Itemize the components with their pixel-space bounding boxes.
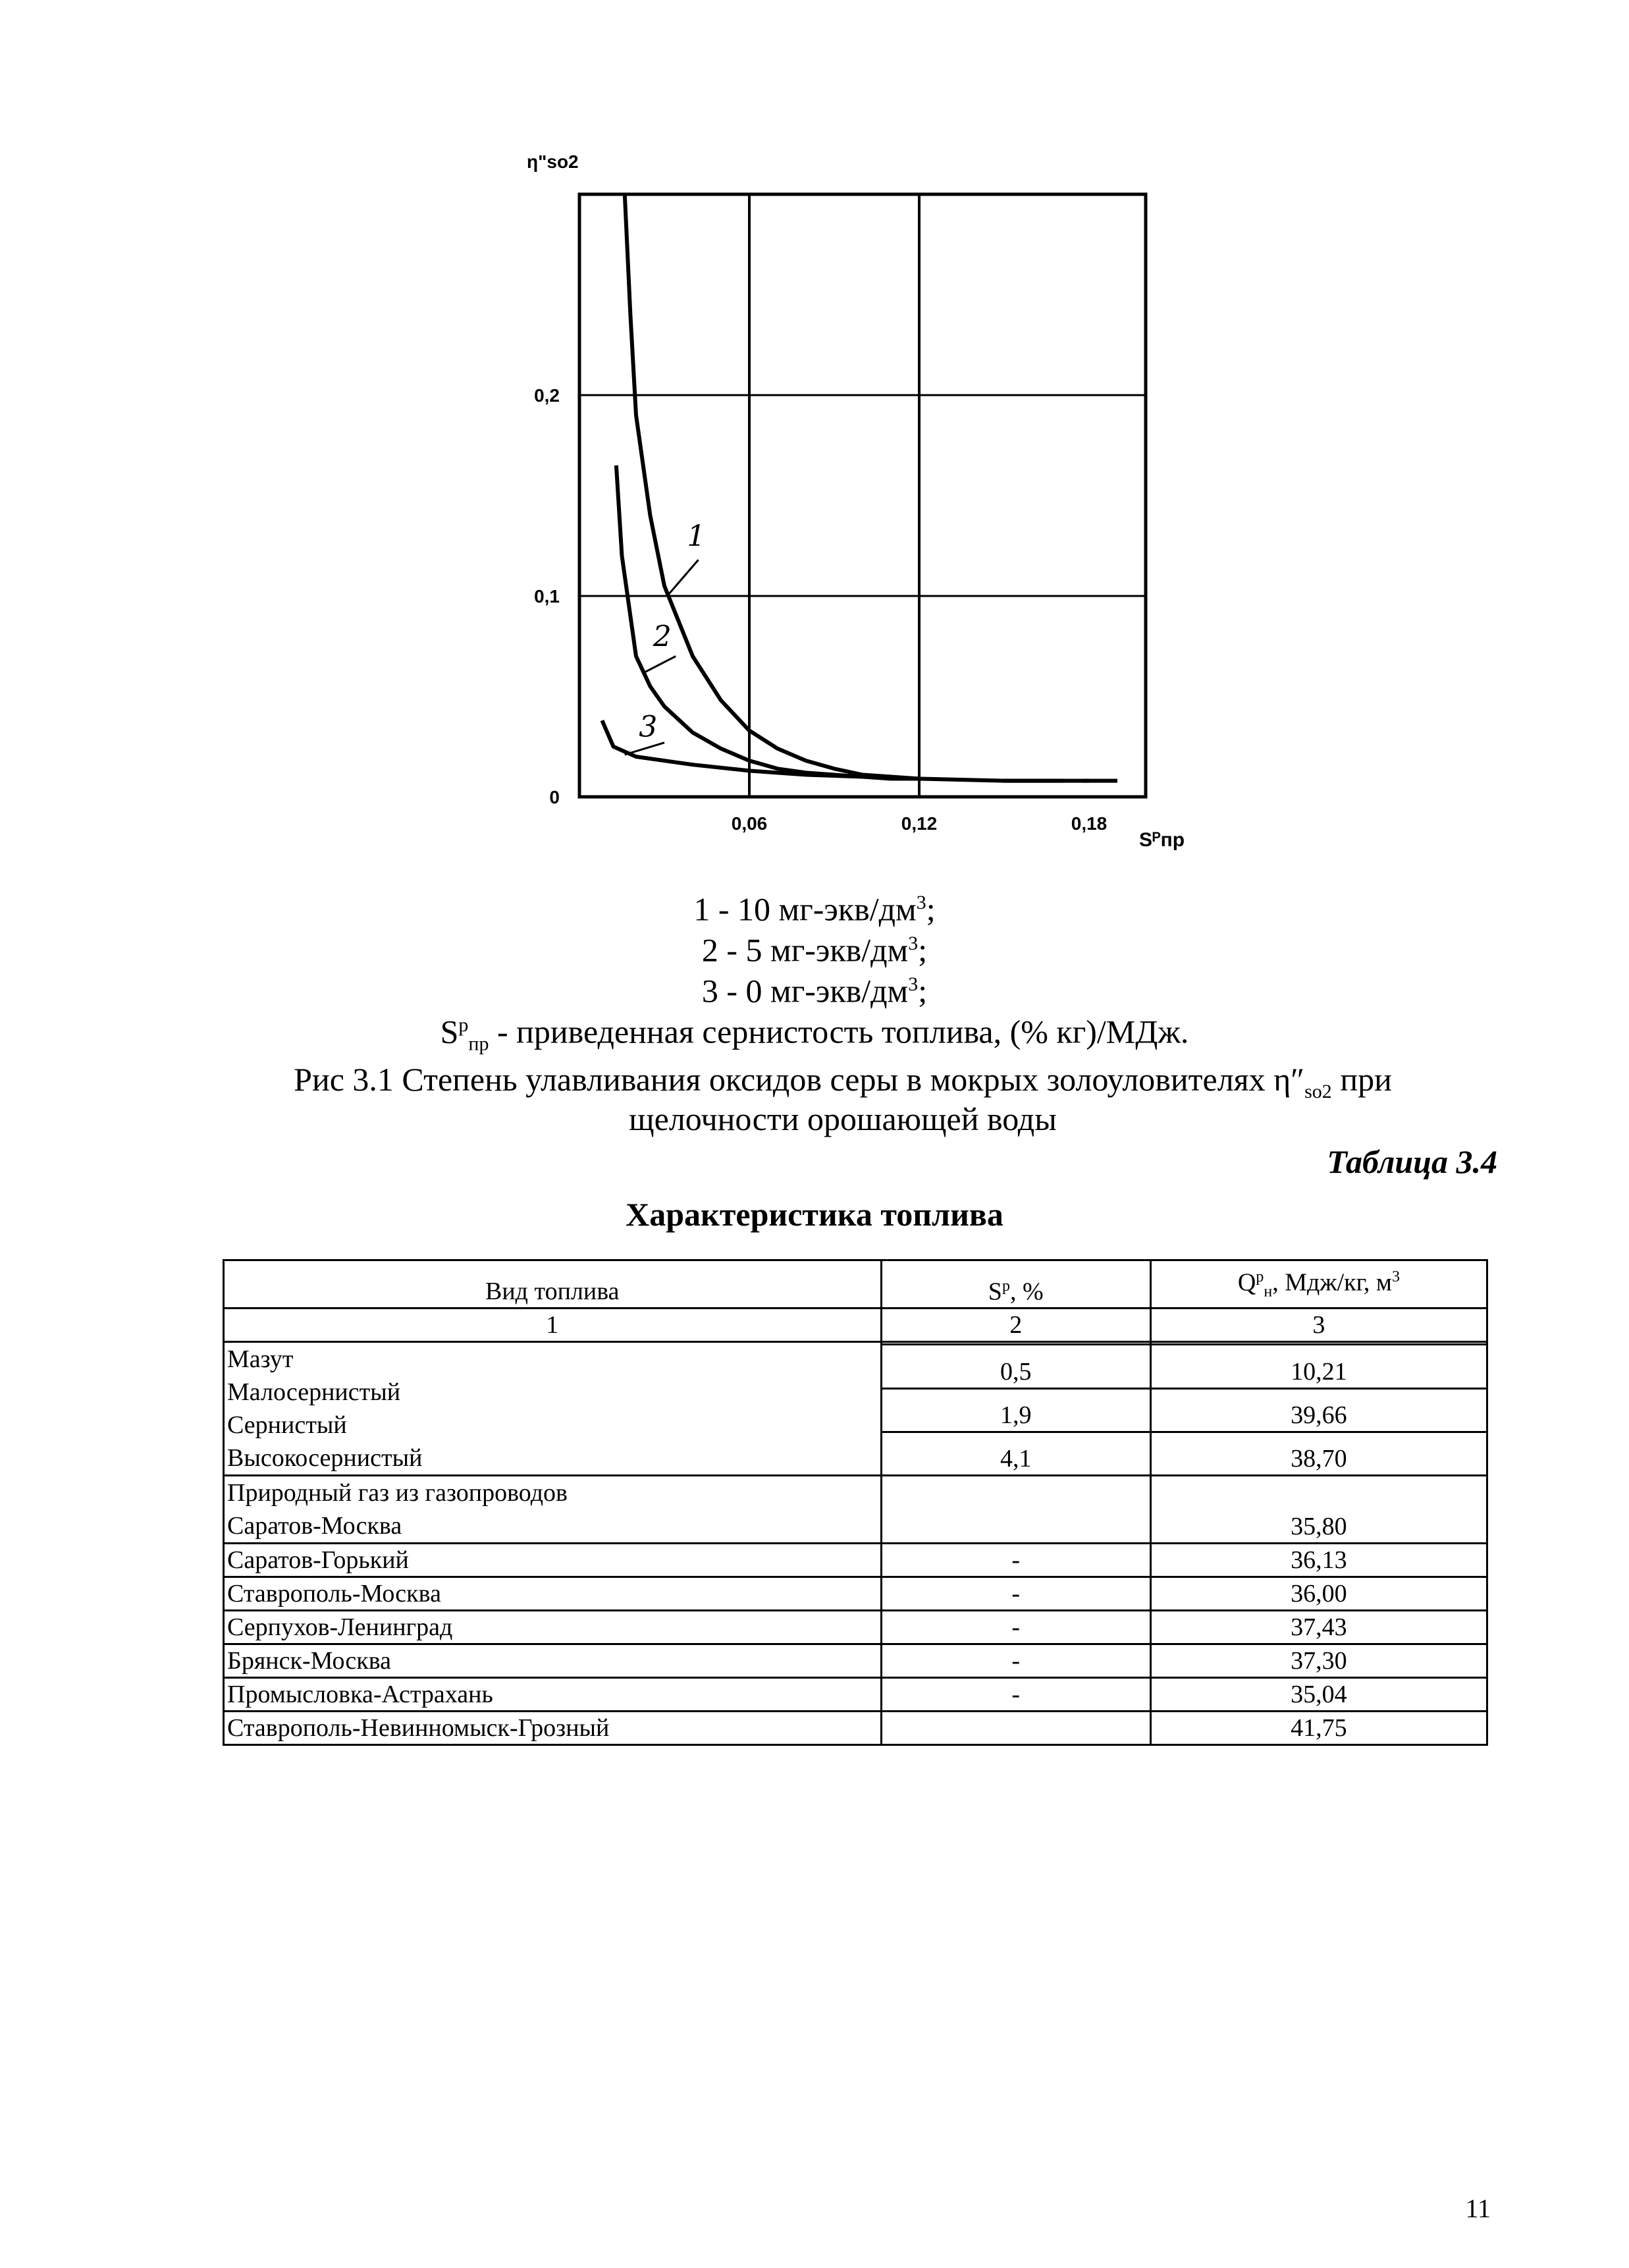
x-axis-label: Sᴾпр <box>1139 829 1185 851</box>
x-tick-label: 0,18 <box>1071 813 1108 834</box>
table-header-row <box>224 1260 1487 1309</box>
table-row <box>224 1678 1487 1712</box>
legend-s-definition <box>0 1005 1629 1065</box>
y-tick-label: 0 <box>549 787 560 807</box>
table-number: Таблица 3.4 <box>1327 1143 1497 1180</box>
table-row <box>224 1644 1487 1678</box>
legend-3-sup: 3 <box>908 973 919 995</box>
x-tick-label: 0,12 <box>901 813 938 834</box>
legend-line-1 <box>0 882 1629 930</box>
curve-1 <box>625 194 1089 781</box>
heat-cell: 35,04 <box>1150 1678 1487 1712</box>
table-row <box>224 1577 1487 1611</box>
table-row <box>224 1611 1487 1644</box>
legend-s-main: S <box>440 1013 459 1050</box>
sulfur-cell: 1,9 <box>881 1388 1150 1432</box>
curve-label: 1 <box>687 519 706 553</box>
legend-3-text: 3 - 0 мг-экв/дм <box>701 972 909 1010</box>
legend-s-sub: пр <box>468 1033 489 1055</box>
heat-cell: 41,75 <box>1150 1712 1487 1745</box>
gas-name: Брянск-Москва <box>224 1644 882 1678</box>
header-fuel-type: Вид топлива <box>224 1260 882 1309</box>
gas-name: Саратов-Горький <box>224 1544 882 1577</box>
legend-1-text: 1 - 10 мг-экв/дм <box>693 890 917 928</box>
curve-label: 2 <box>653 620 672 654</box>
legend-3-tail: ; <box>918 972 928 1010</box>
gas-name: Ставрополь-Москва <box>224 1577 882 1611</box>
mazut-header: Мазут <box>227 1345 294 1374</box>
y-tick-label: 0,1 <box>534 586 560 607</box>
caption-start: Рис 3.1 Степень улавливания оксидов серы в мокрых золоуловителях η″ <box>294 1061 1305 1098</box>
fuel-characteristics-table <box>223 1259 1488 1746</box>
sulfur-cell: - <box>881 1577 1150 1611</box>
gas-header: Природный газ из газопроводов <box>227 1479 568 1507</box>
sulfur-capture-chart <box>487 132 1225 889</box>
legend-2-text: 2 - 5 мг-экв/дм <box>701 931 909 969</box>
heat-cell: 36,00 <box>1150 1577 1487 1611</box>
caption-sub: so2 <box>1304 1081 1332 1102</box>
table-col-numbers-row <box>224 1309 1487 1342</box>
heat-cell: 37,43 <box>1150 1611 1487 1644</box>
sulfur-cell: 4,1 <box>881 1432 1150 1475</box>
gas-name: Промысловка-Астрахань <box>224 1678 882 1712</box>
table-row <box>224 1544 1487 1577</box>
header-heat-value: $Q^p_н$, Мдж/кг, $м^3$ <box>1150 1260 1487 1309</box>
col-number: 3 <box>1150 1309 1487 1342</box>
heat-cell: 39,66 <box>1150 1388 1487 1432</box>
y-tick-label: 0,2 <box>534 385 560 406</box>
legend-line-2 <box>0 923 1629 971</box>
legend-s-sup: p <box>458 1014 469 1036</box>
curve-label: 3 <box>639 710 658 744</box>
x-tick-label: 0,06 <box>731 813 768 834</box>
legend-line-3 <box>0 964 1629 1012</box>
heat-cell: 35,80 <box>1150 1476 1487 1544</box>
mazut-group-cell <box>224 1342 882 1476</box>
figure-caption-line-2: щелочности орошающей воды <box>629 1100 1057 1137</box>
chart-series <box>602 194 1117 781</box>
legend-2-sup: 3 <box>908 932 919 954</box>
sulfur-cell: - <box>881 1611 1150 1644</box>
mazut-name: Высокосернистый <box>227 1444 423 1472</box>
gas-name: Ставрополь-Невинномыск-Грозный <box>224 1712 882 1745</box>
heat-cell: 38,70 <box>1150 1432 1487 1475</box>
gas-name: Саратов-Москва <box>227 1512 402 1540</box>
sulfur-cell: - <box>881 1544 1150 1577</box>
header-sulfur: $S^p$, % <box>881 1260 1150 1309</box>
heat-cell: 37,30 <box>1150 1644 1487 1678</box>
table-row <box>224 1712 1487 1745</box>
curve-label-leader <box>667 560 698 596</box>
sulfur-cell <box>881 1712 1150 1745</box>
table-row <box>224 1476 1487 1544</box>
legend-1-tail: ; <box>926 890 936 928</box>
curve-label-leader <box>625 743 664 755</box>
legend-2-tail: ; <box>918 931 928 969</box>
heat-cell: 10,21 <box>1150 1345 1487 1388</box>
gas-group-cell <box>224 1476 882 1544</box>
page-number: 11 <box>1465 2194 1491 2223</box>
sulfur-cell <box>881 1476 1150 1544</box>
sulfur-cell: - <box>881 1644 1150 1678</box>
legend-s-rest: - приведенная сернистость топлива, (% кг)/МДж. <box>489 1013 1189 1050</box>
curve-label-leader <box>645 657 676 672</box>
sulfur-cell: 0,5 <box>881 1345 1150 1388</box>
sulfur-cell: - <box>881 1678 1150 1712</box>
col-number: 1 <box>224 1309 882 1342</box>
legend-1-sup: 3 <box>916 892 926 913</box>
y-axis-label: η"so2 <box>527 151 579 172</box>
mazut-name: Сернистый <box>227 1411 347 1440</box>
heat-cell: 36,13 <box>1150 1544 1487 1577</box>
table-title: Характеристика топлива <box>626 1196 1003 1233</box>
col-number: 2 <box>881 1309 1150 1342</box>
caption-end: при <box>1331 1061 1392 1098</box>
gas-name: Серпухов-Ленинград <box>224 1611 882 1644</box>
mazut-name: Малосернистый <box>227 1378 401 1407</box>
